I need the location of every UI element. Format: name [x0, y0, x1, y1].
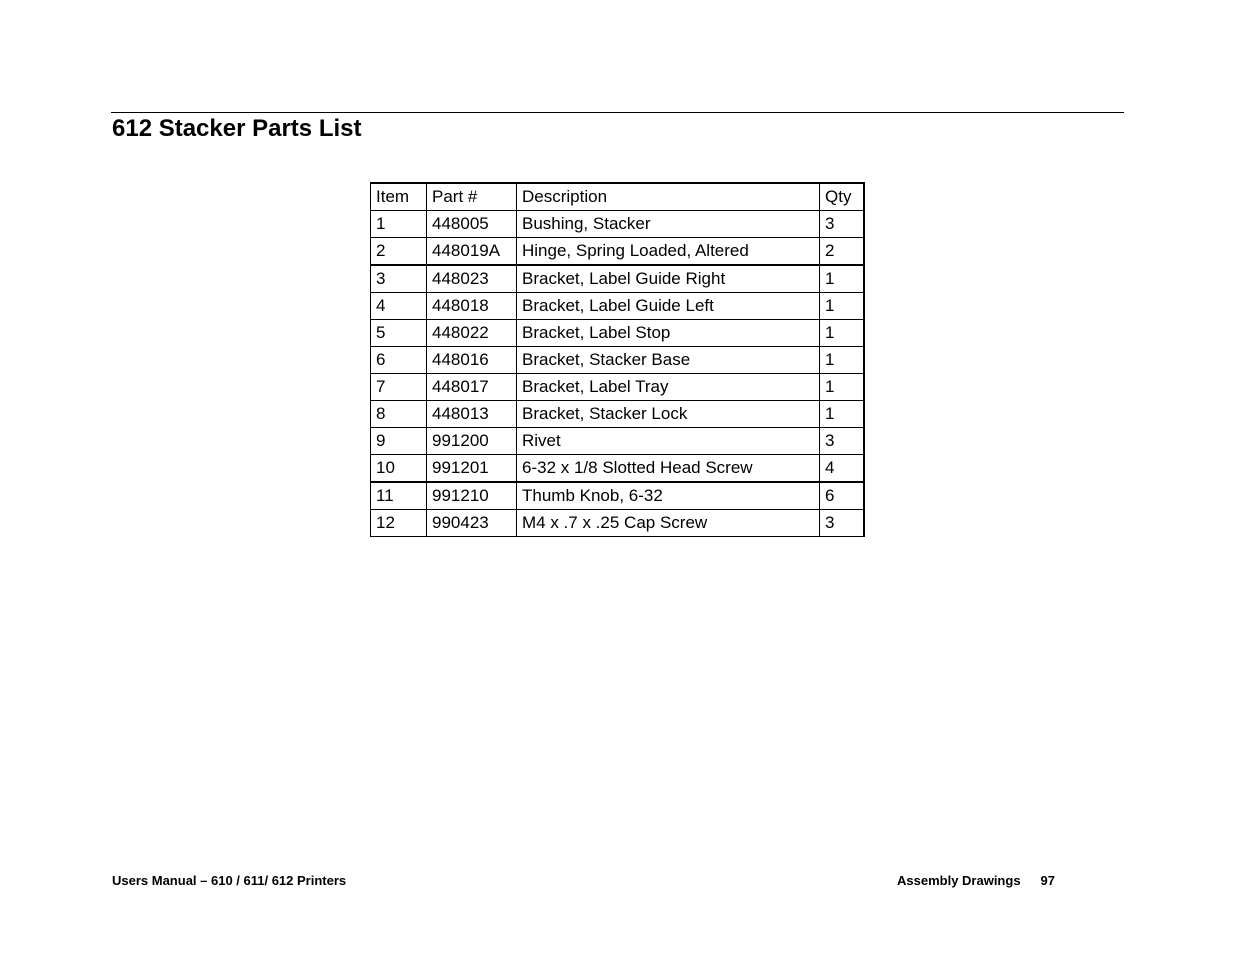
table-row — [371, 428, 865, 455]
footer-manual-title: Users Manual – 610 / 611/ 612 Printers — [112, 873, 347, 888]
cell-description: 6-32 x 1/8 Slotted Head Screw — [517, 455, 820, 483]
table-row — [371, 401, 865, 428]
cell-item: 1 — [371, 211, 427, 238]
cell-item: 3 — [371, 265, 427, 293]
cell-part-number: 448016 — [427, 347, 517, 374]
table-row — [371, 455, 865, 483]
cell-item: 2 — [371, 238, 427, 266]
cell-description: Hinge, Spring Loaded, Altered — [517, 238, 820, 266]
cell-qty: 1 — [820, 293, 865, 320]
cell-item: 8 — [371, 401, 427, 428]
header-qty: Qty — [820, 183, 865, 211]
cell-description: Bushing, Stacker — [517, 211, 820, 238]
cell-part-number: 991200 — [427, 428, 517, 455]
parts-table — [370, 182, 865, 537]
cell-qty: 1 — [820, 265, 865, 293]
title-rule — [111, 112, 1124, 113]
cell-part-number: 448013 — [427, 401, 517, 428]
table-header-row — [371, 183, 865, 211]
cell-item: 7 — [371, 374, 427, 401]
cell-part-number: 990423 — [427, 510, 517, 537]
cell-part-number: 448022 — [427, 320, 517, 347]
header-part-number: Part # — [427, 183, 517, 211]
cell-qty: 4 — [820, 455, 865, 483]
cell-qty: 3 — [820, 211, 865, 238]
cell-description: Bracket, Label Guide Right — [517, 265, 820, 293]
cell-qty: 1 — [820, 347, 865, 374]
cell-item: 6 — [371, 347, 427, 374]
cell-part-number: 448023 — [427, 265, 517, 293]
table-row — [371, 347, 865, 374]
cell-item: 11 — [371, 482, 427, 510]
cell-qty: 3 — [820, 428, 865, 455]
cell-description: Bracket, Stacker Base — [517, 347, 820, 374]
cell-part-number: 448017 — [427, 374, 517, 401]
footer-section-info — [897, 873, 1055, 888]
table-row — [371, 374, 865, 401]
cell-qty: 3 — [820, 510, 865, 537]
cell-description: Bracket, Label Tray — [517, 374, 820, 401]
cell-item: 12 — [371, 510, 427, 537]
cell-part-number: 991210 — [427, 482, 517, 510]
table-row — [371, 238, 865, 266]
page-title: 612 Stacker Parts List — [112, 115, 362, 142]
cell-qty: 1 — [820, 401, 865, 428]
cell-qty: 1 — [820, 320, 865, 347]
cell-description: Thumb Knob, 6-32 — [517, 482, 820, 510]
cell-description: Bracket, Stacker Lock — [517, 401, 820, 428]
table-row — [371, 482, 865, 510]
cell-qty: 6 — [820, 482, 865, 510]
cell-item: 10 — [371, 455, 427, 483]
cell-qty: 1 — [820, 374, 865, 401]
cell-part-number: 448018 — [427, 293, 517, 320]
cell-description: Bracket, Label Guide Left — [517, 293, 820, 320]
table-row — [371, 265, 865, 293]
header-item: Item — [371, 183, 427, 211]
table-row — [371, 211, 865, 238]
cell-qty: 2 — [820, 238, 865, 266]
cell-item: 5 — [371, 320, 427, 347]
cell-item: 9 — [371, 428, 427, 455]
cell-part-number: 991201 — [427, 455, 517, 483]
cell-item: 4 — [371, 293, 427, 320]
table-row — [371, 320, 865, 347]
footer-page-number: 97 — [1040, 873, 1056, 888]
header-description: Description — [517, 183, 820, 211]
cell-description: Rivet — [517, 428, 820, 455]
cell-description: Bracket, Label Stop — [517, 320, 820, 347]
table-row — [371, 293, 865, 320]
cell-part-number: 448005 — [427, 211, 517, 238]
cell-description: M4 x .7 x .25 Cap Screw — [517, 510, 820, 537]
footer-section-name: Assembly Drawings — [897, 873, 1021, 888]
table-row — [371, 510, 865, 537]
cell-part-number: 448019A — [427, 238, 517, 266]
